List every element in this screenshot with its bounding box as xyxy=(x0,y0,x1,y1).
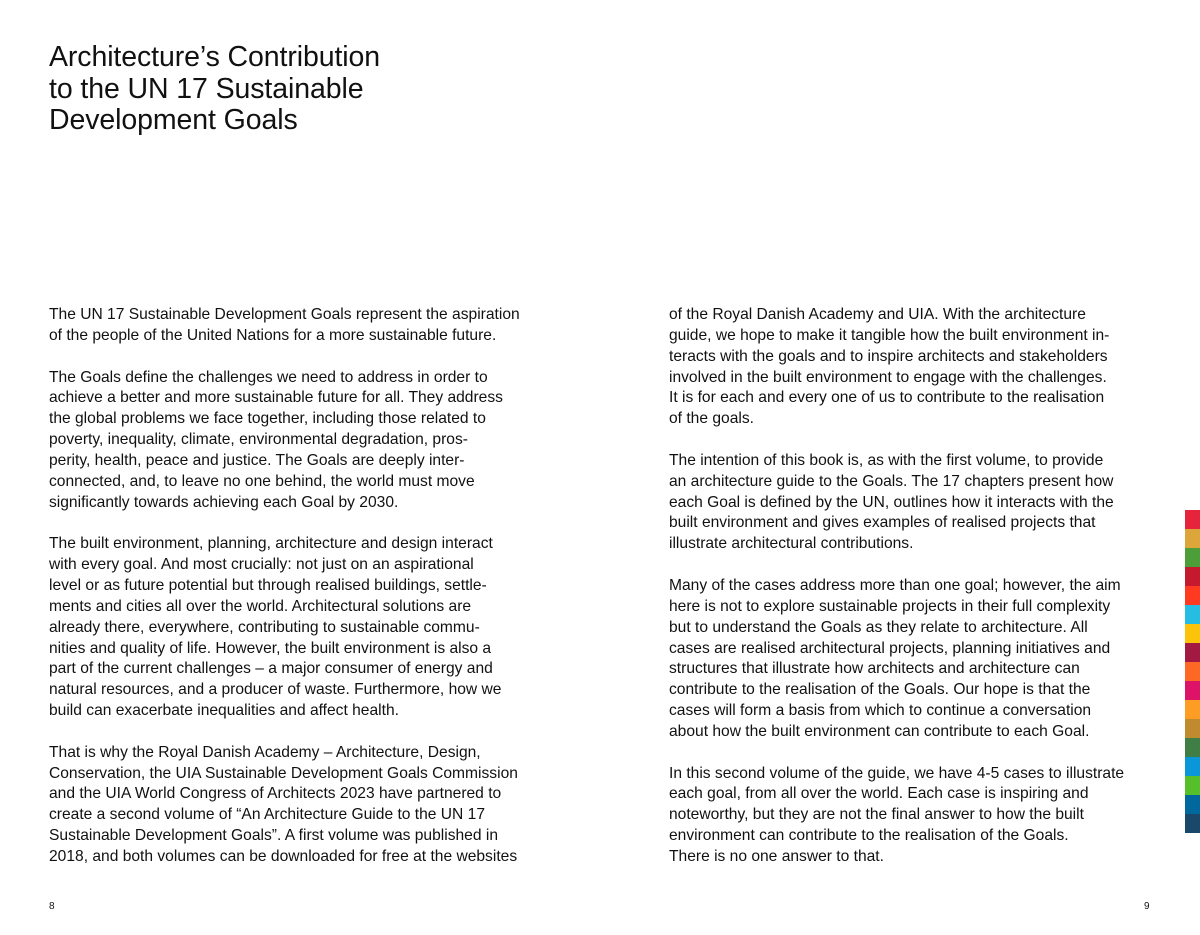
page-number-left: 8 xyxy=(49,901,55,912)
body-paragraph xyxy=(669,576,1169,743)
sdg-goal-12-swatch xyxy=(1185,719,1200,738)
paragraph-line: build can exacerbate inequalities and affect health. xyxy=(49,702,399,720)
page-number-right: 9 xyxy=(1144,901,1150,912)
body-paragraph xyxy=(49,743,549,868)
paragraph-line: It is for each and every one of us to contribute to the realisation xyxy=(669,389,1105,407)
paragraph-line: teracts with the goals and to inspire architects and stakeholders xyxy=(669,347,1108,365)
sdg-goal-8-swatch xyxy=(1185,643,1200,662)
paragraph-line: environment can contribute to the realisation of the Goals. xyxy=(669,827,1069,845)
paragraph-line: 2018, and both volumes can be downloaded for free at the websites xyxy=(49,847,518,865)
paragraph-line: nities and quality of life. However, the built environment is also a xyxy=(49,639,492,657)
paragraph-line: achieve a better and more sustainable future for all. They address xyxy=(49,389,503,407)
sdg-goal-4-swatch xyxy=(1185,567,1200,586)
body-paragraph xyxy=(669,451,1169,555)
paragraph-line: There is no one answer to that. xyxy=(669,847,884,865)
paragraph-line: here is not to explore sustainable projects in their full complexity xyxy=(669,597,1111,615)
body-paragraph xyxy=(669,764,1169,868)
paragraph-line: noteworthy, but they are not the final answer to how the built xyxy=(669,806,1084,824)
paragraph-line: natural resources, and a producer of waste. Furthermore, how we xyxy=(49,681,502,699)
paragraph-line: level or as future potential but through realised buildings, settle- xyxy=(49,576,487,594)
paragraph-line: In this second volume of the guide, we have 4-5 cases to illustrate xyxy=(669,764,1125,782)
sdg-goal-16-swatch xyxy=(1185,795,1200,814)
title-line: Architecture’s Contribution xyxy=(49,41,381,73)
sdg-goal-15-swatch xyxy=(1185,776,1200,795)
right-text-column xyxy=(669,305,1169,868)
paragraph-line: of the goals. xyxy=(669,410,754,428)
paragraph-line: guide, we hope to make it tangible how the built environment in- xyxy=(669,326,1110,344)
body-paragraph xyxy=(669,305,1169,430)
paragraph-line: perity, health, peace and justice. The Goals are deeply inter- xyxy=(49,451,465,469)
sdg-goal-7-swatch xyxy=(1185,624,1200,643)
sdg-goal-9-swatch xyxy=(1185,662,1200,681)
paragraph-line: structures that illustrate how architects and architecture can xyxy=(669,660,1080,678)
paragraph-line: The intention of this book is, as with the first volume, to provide xyxy=(669,451,1104,469)
sdg-goal-1-swatch xyxy=(1185,510,1200,529)
title-line: to the UN 17 Sustainable xyxy=(49,72,364,105)
sdg-goal-3-swatch xyxy=(1185,548,1200,567)
paragraph-line: ments and cities all over the world. Architectural solutions are xyxy=(49,597,472,615)
paragraph-line: built environment and gives examples of realised projects that xyxy=(669,514,1096,532)
paragraph-line: with every goal. And most crucially: not just on an aspirational xyxy=(49,556,474,574)
body-paragraph xyxy=(49,305,549,347)
paragraph-line: Many of the cases address more than one goal; however, the aim xyxy=(669,576,1121,594)
paragraph-line: of the people of the United Nations for a more sustainable future. xyxy=(49,326,497,344)
body-paragraph xyxy=(49,368,549,514)
paragraph-line: involved in the built environment to engage with the challenges. xyxy=(669,368,1107,386)
paragraph-line: The Goals define the challenges we need to address in order to xyxy=(49,368,488,386)
page-title xyxy=(49,42,469,137)
paragraph-line: cases will form a basis from which to continue a conversation xyxy=(669,702,1092,720)
paragraph-line: The built environment, planning, architecture and design interact xyxy=(49,535,493,553)
paragraph-line: and the UIA World Congress of Architects 2023 have partnered to xyxy=(49,785,502,803)
paragraph-line: poverty, inequality, climate, environmental degradation, pros- xyxy=(49,431,468,449)
paragraph-line: connected, and, to leave no one behind, the world must move xyxy=(49,472,475,490)
paragraph-line: illustrate architectural contributions. xyxy=(669,535,914,553)
paragraph-line: part of the current challenges – a major consumer of energy and xyxy=(49,660,493,678)
paragraph-line: Sustainable Development Goals”. A first volume was published in xyxy=(49,827,498,845)
paragraph-line: an architecture guide to the Goals. The 17 chapters present how xyxy=(669,472,1114,490)
paragraph-line: contribute to the realisation of the Goals. Our hope is that the xyxy=(669,681,1091,699)
sdg-goal-10-swatch xyxy=(1185,681,1200,700)
sdg-goal-11-swatch xyxy=(1185,700,1200,719)
sdg-goal-2-swatch xyxy=(1185,529,1200,548)
sdg-goal-5-swatch xyxy=(1185,586,1200,605)
paragraph-line: significantly towards achieving each Goal by 2030. xyxy=(49,493,399,511)
body-paragraph xyxy=(49,534,549,722)
paragraph-line: Conservation, the UIA Sustainable Development Goals Commission xyxy=(49,764,518,782)
paragraph-line: about how the built environment can contribute to each Goal. xyxy=(669,722,1090,740)
sdg-goal-6-swatch xyxy=(1185,605,1200,624)
title-line: Development Goals xyxy=(49,104,298,136)
sdg-color-strip xyxy=(1185,510,1200,833)
left-text-column xyxy=(49,305,549,868)
paragraph-line: the global problems we face together, including those related to xyxy=(49,410,486,428)
paragraph-line: create a second volume of “An Architecture Guide to the UN 17 xyxy=(49,806,485,824)
paragraph-line: already there, everywhere, contributing to sustainable commu- xyxy=(49,618,480,636)
sdg-goal-13-swatch xyxy=(1185,738,1200,757)
paragraph-line: cases are realised architectural projects, planning initiatives and xyxy=(669,639,1111,657)
sdg-goal-17-swatch xyxy=(1185,814,1200,833)
sdg-goal-14-swatch xyxy=(1185,757,1200,776)
paragraph-line: but to understand the Goals as they relate to architecture. All xyxy=(669,618,1088,636)
paragraph-line: That is why the Royal Danish Academy – Architecture, Design, xyxy=(49,743,481,761)
paragraph-line: each Goal is defined by the UN, outlines how it interacts with the xyxy=(669,493,1114,511)
paragraph-line: of the Royal Danish Academy and UIA. With the architecture xyxy=(669,306,1086,323)
paragraph-line: The UN 17 Sustainable Development Goals represent the aspiration xyxy=(49,306,520,323)
paragraph-line: each goal, from all over the world. Each case is inspiring and xyxy=(669,785,1089,803)
